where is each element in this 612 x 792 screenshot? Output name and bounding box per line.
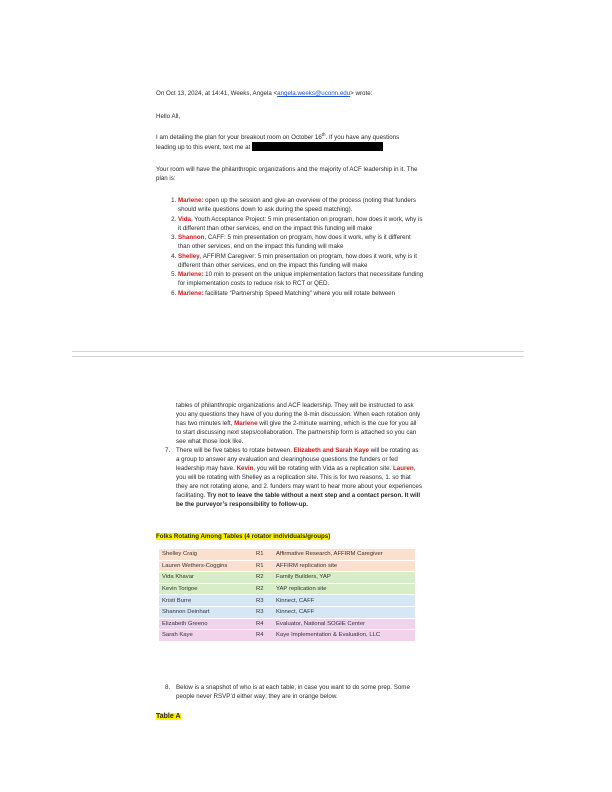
rotator-row [159,595,415,607]
plan-item: 4. Shelley, AFFIRM Caregiver: 5 min presentation on program, how does it work, why is it different than other services, end on the impact this funding will make [178,252,424,270]
email-header: On Oct 13, 2024, at 14:41, Weeks, Angela <angela.weeks@uconn.edu> wrote: [156,90,373,97]
rotator-organization: Evaluator, National SOGIE Center [273,618,415,630]
rotator-organization: AFFIRM replication site [273,560,415,572]
rotator-name: Lauren Wethers-Coggins [159,560,253,572]
rotator-row [159,630,415,642]
rotator-row [159,583,415,595]
rotator-row [159,549,415,560]
rotator-organization: Affirmative Research, AFFIRM Caregiver [273,549,415,560]
rotator-name: Kevin Torigoe [159,583,253,595]
rotator-row [159,618,415,630]
rotator-name: Vida Khavar [159,572,253,584]
sender-email-link[interactable]: angela.weeks@uconn.edu [277,90,351,97]
plan-item: 2. Vida, Youth Acceptance Project: 5 min presentation on program, how does it work, why is it different than other services, end on the impact this funding will make [178,215,424,233]
rotator-round: R4 [253,630,273,642]
rotators-heading: Folks Rotating Among Tables (4 rotator individuals/groups) [156,533,331,540]
plan-list [166,196,424,298]
rotator-name: Shannon Deinhart [159,606,253,618]
rotator-round: R1 [253,549,273,560]
rotator-round: R1 [253,560,273,572]
rotator-round: R2 [253,572,273,584]
redacted-phone-block [252,142,383,151]
rotator-row [159,606,415,618]
rotator-name: Elizabeth Greeno [159,618,253,630]
rotator-organization: Family Builders, YAP [273,572,415,584]
rotator-organization: Kinnect, CAFF [273,606,415,618]
plan-item: 6. Marlene: facilitate “Partnership Speed Matching” where you will rotate between [178,289,424,298]
continuation-paragraph: tables of philanthropic organizations and ACF leadership. They will be instructed to ask you any questions they have of you during the 8-min discussion. When each rotation only has two minutes left, Marlene will give the 2-minute warning, which is the cue for you all to start discussing next steps/collaboration. The partnership form is attached so you can see what those look like. [176,402,421,445]
rotator-round: R3 [253,606,273,618]
intro-paragraph: I am detailing the plan for your breakout room on October 16th. If you have any questions leading up to this event, text me at [156,132,400,152]
table-a-heading: Table A [156,713,181,720]
rotator-organization: YAP replication site [273,583,415,595]
rotator-name: Kristi Burre [159,595,253,607]
rotator-name: Sarah Kaye [159,630,253,642]
room-paragraph: Your room will have the philanthropic organizations and the majority of ACF leadership in it. The plan is: [156,166,418,182]
rotator-organization: Kaye Implementation & Evaluation, LLC [273,630,415,642]
rotator-row [159,560,415,572]
item-7-number: 7. [165,447,171,454]
plan-item: 1. Marlene: open up the session and give an overview of the process (noting that funders should write questions down to ask during the speed matching). [178,196,424,214]
rotator-organization: Kinnect, CAFF [273,595,415,607]
item-8: 8. Below is a snapshot of who is at each table, in case you want to do some prep. Some people never RSVP’d either way; they are in orange below. [165,684,410,700]
rotator-round: R2 [253,583,273,595]
plan-item: 3. Shannon, CAFF: 5 min presentation on program, how does it work, why is it different than other services, end on the impact this funding will make [178,233,424,251]
item-8-number: 8. [165,684,171,691]
page-break-divider [72,351,524,357]
item-7: 7. There will be five tables to rotate between. Elizabeth and Sarah Kaye will be rotating as a group to answer any evaluation and clearinghouse questions the funders or fed leadership may have. Kevin, you will be rotating with Vida as a replication site. Lauren, you will be rotating with Shelley as a replication site. This is for two reasons, 1. so that they are not rotating alone, and 2. funders may want to hear more about your experiences facilitating. Try not to leave the table without a next step and a contact person. It will be the purveyor’s responsibility to follow-up. [165,447,422,508]
rotators-table [159,549,415,642]
greeting: Hello All, [156,113,181,120]
rotator-row [159,572,415,584]
rotator-round: R4 [253,618,273,630]
rotator-name: Shelley Craig [159,549,253,560]
plan-item: 5. Marlene: 10 min to present on the unique implementation factors that necessitate funding for implementation costs to reduce risk to RCT or QED. [178,270,424,288]
rotator-round: R3 [253,595,273,607]
